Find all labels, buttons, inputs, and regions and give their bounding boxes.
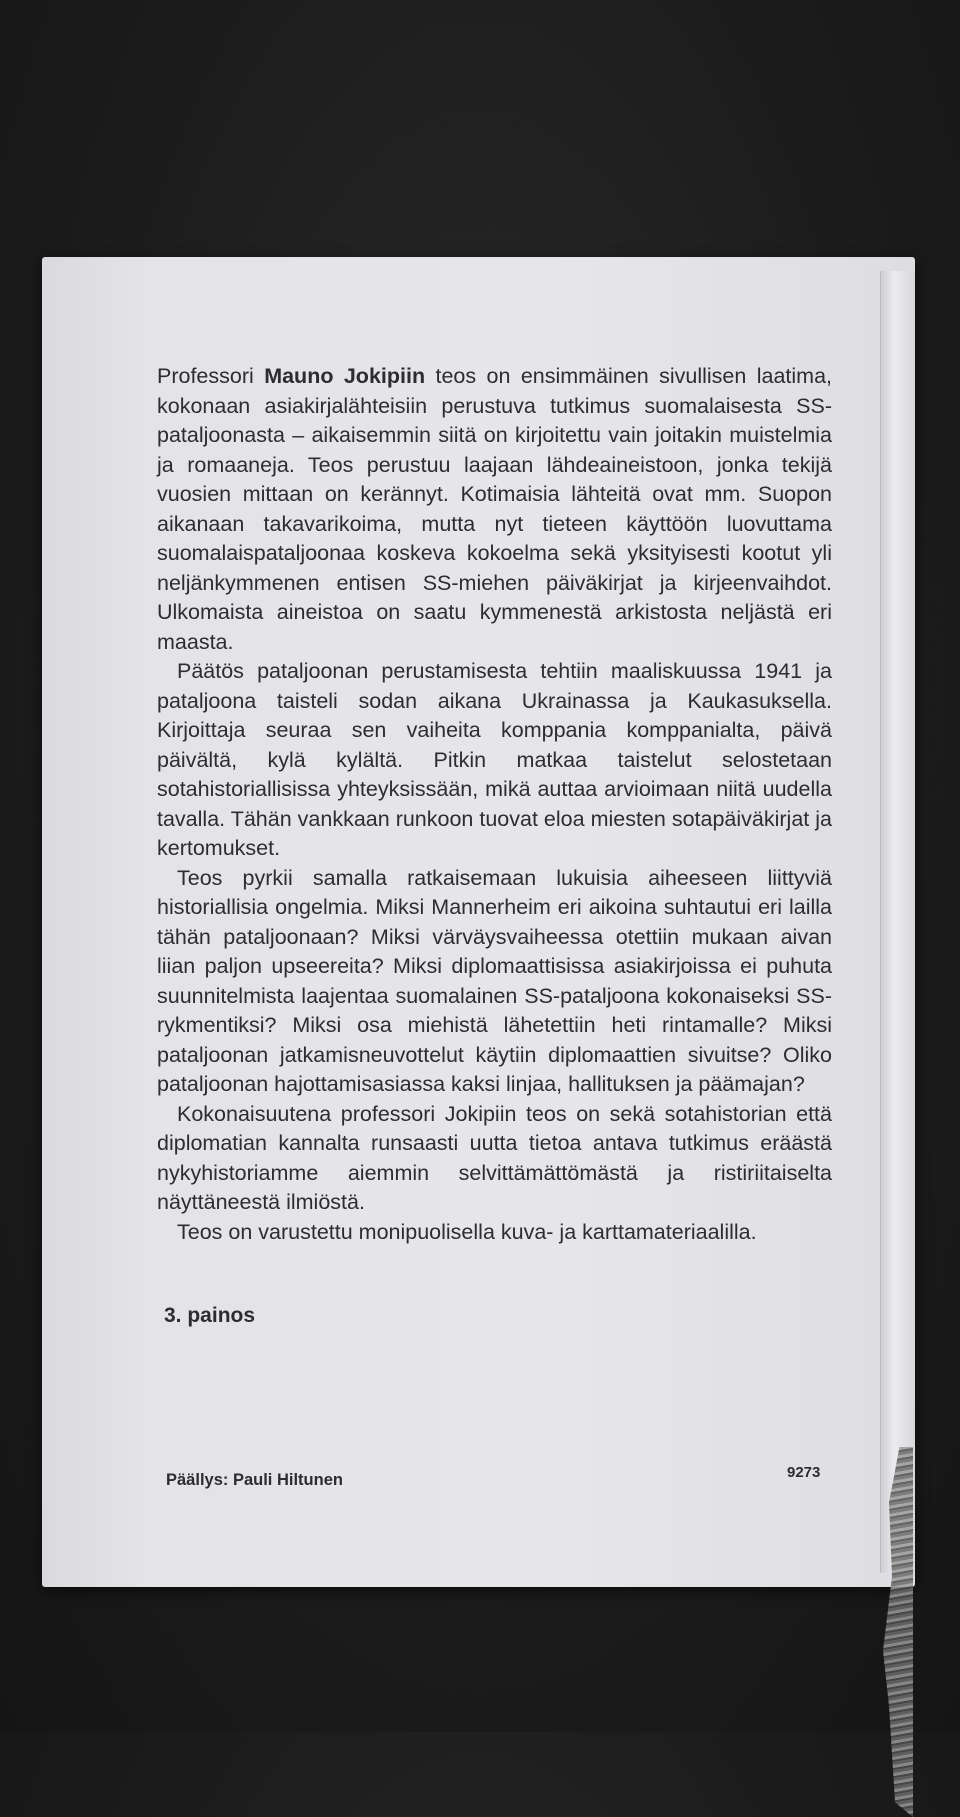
author-name: Mauno Jokipiin xyxy=(264,364,426,388)
blurb-paragraph-1 xyxy=(157,362,832,657)
blurb-paragraph-4: Kokonaisuutena professori Jokipiin teos on sekä sotahistorian että diplomatian kannalta runsaasti uutta tietoa antava tutkimus eräästä nykyhistoriamme aiemmin selvittämättömästä ja ristiriitaiselta näyttäneestä ilmiöstä. xyxy=(157,1101,832,1214)
blurb-lead: Professori xyxy=(157,364,265,388)
blurb-p1-rest: teos on ensimmäinen sivullisen laatima, kokonaan asiakirjalähteisiin perustuva tutkimus suomalaisesta SS-pataljoonasta – aikaisemmin siitä on kirjoitettu vain joitakin muistelmia ja romaaneja. Teos perustuu laajaan lähdeaineistoon, jonka tekijä vuosien mittaan on kerännyt. Kotimaisia lähteitä ovat mm. Suopon aikanaan takavarikoima, mutta nyt tieteen käyttöön luovuttama suomalaispataljoonaa koskeva kokoelma sekä yksityisesti kootut yli neljänkymmenen entisen SS-miehen päiväkirjat ja kirjeenvaihdot. Ulkomaista aineistoa on saatu kymmenestä arkistosta neljästä eri maasta. xyxy=(157,364,832,654)
book-back-cover xyxy=(42,257,915,1587)
blurb-text xyxy=(157,362,832,1247)
blurb-paragraph-2: Päätös pataljoonan perustamisesta tehtiin maaliskuussa 1941 ja pataljoona taisteli sodan aikana Ukrainassa ja Kaukasuksella. Kirjoittaja seuraa sen vaiheita komppania komppanialta, päivä päivältä, kylä kylältä. Pitkin matkaa taistelut selostetaan sotahistoriallisissa yhteyksissään, mikä auttaa arvioimaan niitä uudella tavalla. Tähän vankkaan runkoon tuovat eloa miesten sotapäiväkirjat ja kertomukset. xyxy=(157,659,832,860)
product-code: 9273 xyxy=(787,1464,821,1481)
blurb-paragraph-3: Teos pyrkii samalla ratkaisemaan lukuisia aiheeseen liittyviä historiallisia ongelmia. Miksi Mannerheim eri aikoina suhtautui eri lailla tähän pataljoonaan? Miksi värväysvaiheessa otettiin mukaan aivan liian paljon upseereita? Miksi diplomaattisissa asiakirjoissa ei puhuta suunnitelmista laajentaa suomalainen SS-pataljoona kokonaiseksi SS-rykmentiksi? Miksi osa miehistä lähetettiin heti rintamalle? Miksi pataljoonan jatkamisneuvottelut käytiin diplomaattien sivuitse? Oliko pataljoonan hajottamisasiassa kaksi linjaa, hallituksen ja päämajan? xyxy=(157,865,832,1096)
cover-credit: Päällys: Pauli Hiltunen xyxy=(166,1471,343,1489)
blurb-paragraph-5: Teos on varustettu monipuolisella kuva- ja karttamateriaalilla. xyxy=(177,1219,757,1244)
edition-label: 3. painos xyxy=(164,1304,256,1327)
book-spine xyxy=(880,271,915,1573)
